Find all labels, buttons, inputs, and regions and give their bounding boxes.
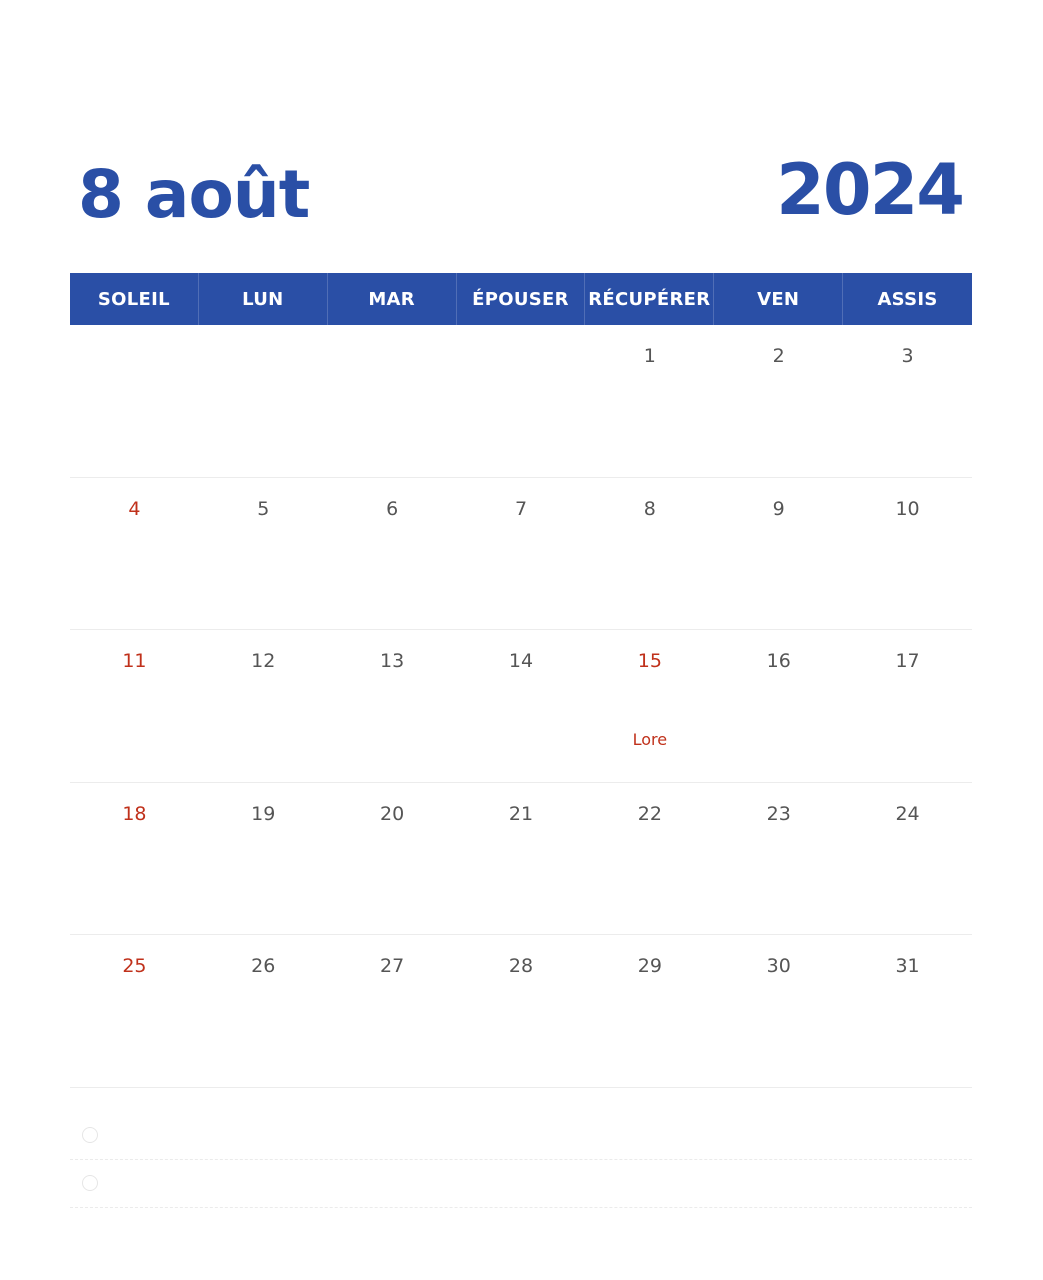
day-cell-29[interactable] — [585, 935, 714, 1088]
day-number: 8 — [643, 497, 656, 520]
day-cell-22[interactable] — [585, 783, 714, 936]
checkbox-circle-icon[interactable] — [82, 1175, 98, 1191]
day-cell-17[interactable] — [843, 630, 972, 783]
day-cell-6[interactable] — [328, 478, 457, 631]
day-cell-empty — [199, 325, 328, 478]
note-line[interactable] — [70, 1160, 972, 1208]
day-number: 12 — [251, 650, 276, 673]
day-number: 7 — [514, 497, 528, 520]
day-number: 11 — [122, 650, 147, 673]
day-number: 2 — [772, 345, 785, 367]
day-cell-27[interactable] — [328, 935, 457, 1088]
notes-section — [70, 1112, 972, 1208]
day-number: 21 — [508, 802, 534, 825]
calendar-grid — [70, 325, 972, 1088]
day-number: 9 — [772, 497, 785, 520]
day-cell-11[interactable] — [70, 630, 199, 783]
weekday-header-3: MAR — [328, 273, 457, 325]
day-cell-25[interactable] — [70, 935, 199, 1088]
day-cell-2[interactable] — [714, 325, 843, 478]
day-number: 28 — [508, 955, 534, 978]
day-cell-19[interactable] — [199, 783, 328, 936]
day-cell-31[interactable] — [843, 935, 972, 1088]
day-number: 13 — [380, 650, 405, 673]
weekday-header-2: LUN — [199, 273, 328, 325]
day-cell-24[interactable] — [843, 783, 972, 936]
day-cell-16[interactable] — [714, 630, 843, 783]
day-number: 20 — [380, 802, 405, 825]
day-cell-13[interactable] — [328, 630, 457, 783]
day-cell-8[interactable] — [585, 478, 714, 631]
day-cell-28[interactable] — [457, 935, 586, 1088]
day-cell-10[interactable] — [843, 478, 972, 631]
day-number: 23 — [766, 802, 791, 825]
weekday-header-5: RÉCUPÉRER — [585, 273, 714, 325]
day-number: 22 — [637, 802, 662, 825]
day-number: 29 — [637, 955, 662, 978]
day-cell-15[interactable] — [585, 630, 714, 783]
weekday-header-row — [70, 273, 972, 325]
day-cell-26[interactable] — [199, 935, 328, 1088]
calendar-title-year: 2024 — [776, 149, 963, 231]
day-cell-20[interactable] — [328, 783, 457, 936]
day-number: 1 — [643, 345, 656, 367]
day-cell-7[interactable] — [457, 478, 586, 631]
day-number: 16 — [766, 650, 791, 673]
day-cell-1[interactable] — [585, 325, 714, 478]
checkbox-circle-icon[interactable] — [82, 1127, 98, 1143]
day-cell-18[interactable] — [70, 783, 199, 936]
weekday-header-6: VEN — [714, 273, 843, 325]
day-number: 27 — [380, 955, 405, 978]
day-cell-9[interactable] — [714, 478, 843, 631]
calendar-title-month: 8 août — [78, 156, 310, 233]
day-cell-empty — [328, 325, 457, 478]
weekday-header-4: ÉPOUSER — [457, 273, 586, 325]
day-cell-23[interactable] — [714, 783, 843, 936]
day-number: 5 — [257, 497, 270, 520]
day-cell-4[interactable] — [70, 478, 199, 631]
day-number: 3 — [901, 345, 914, 367]
weekday-header-7: ASSIS — [877, 288, 938, 310]
day-cell-3[interactable] — [843, 325, 972, 478]
weekday-header-1: SOLEIL — [70, 273, 199, 325]
day-cell-empty — [70, 325, 199, 478]
day-cell-14[interactable] — [457, 630, 586, 783]
day-number: 31 — [895, 955, 920, 978]
day-number: 17 — [895, 650, 920, 673]
day-number: 25 — [122, 955, 147, 978]
day-number: 15 — [637, 650, 662, 673]
day-number: 24 — [895, 802, 920, 825]
note-line[interactable] — [70, 1112, 972, 1160]
day-number: 18 — [122, 802, 147, 825]
day-number: 4 — [128, 497, 141, 520]
day-cell-empty — [457, 325, 586, 478]
day-number: 10 — [895, 497, 920, 520]
day-number: 14 — [508, 650, 534, 673]
day-number: 6 — [386, 497, 399, 520]
event-label: Lore — [632, 730, 668, 750]
day-number: 19 — [251, 802, 276, 825]
day-cell-12[interactable] — [199, 630, 328, 783]
day-cell-30[interactable] — [714, 935, 843, 1088]
day-number: 26 — [251, 955, 276, 978]
day-cell-5[interactable] — [199, 478, 328, 631]
day-number: 30 — [766, 955, 791, 978]
day-cell-21[interactable] — [457, 783, 586, 936]
